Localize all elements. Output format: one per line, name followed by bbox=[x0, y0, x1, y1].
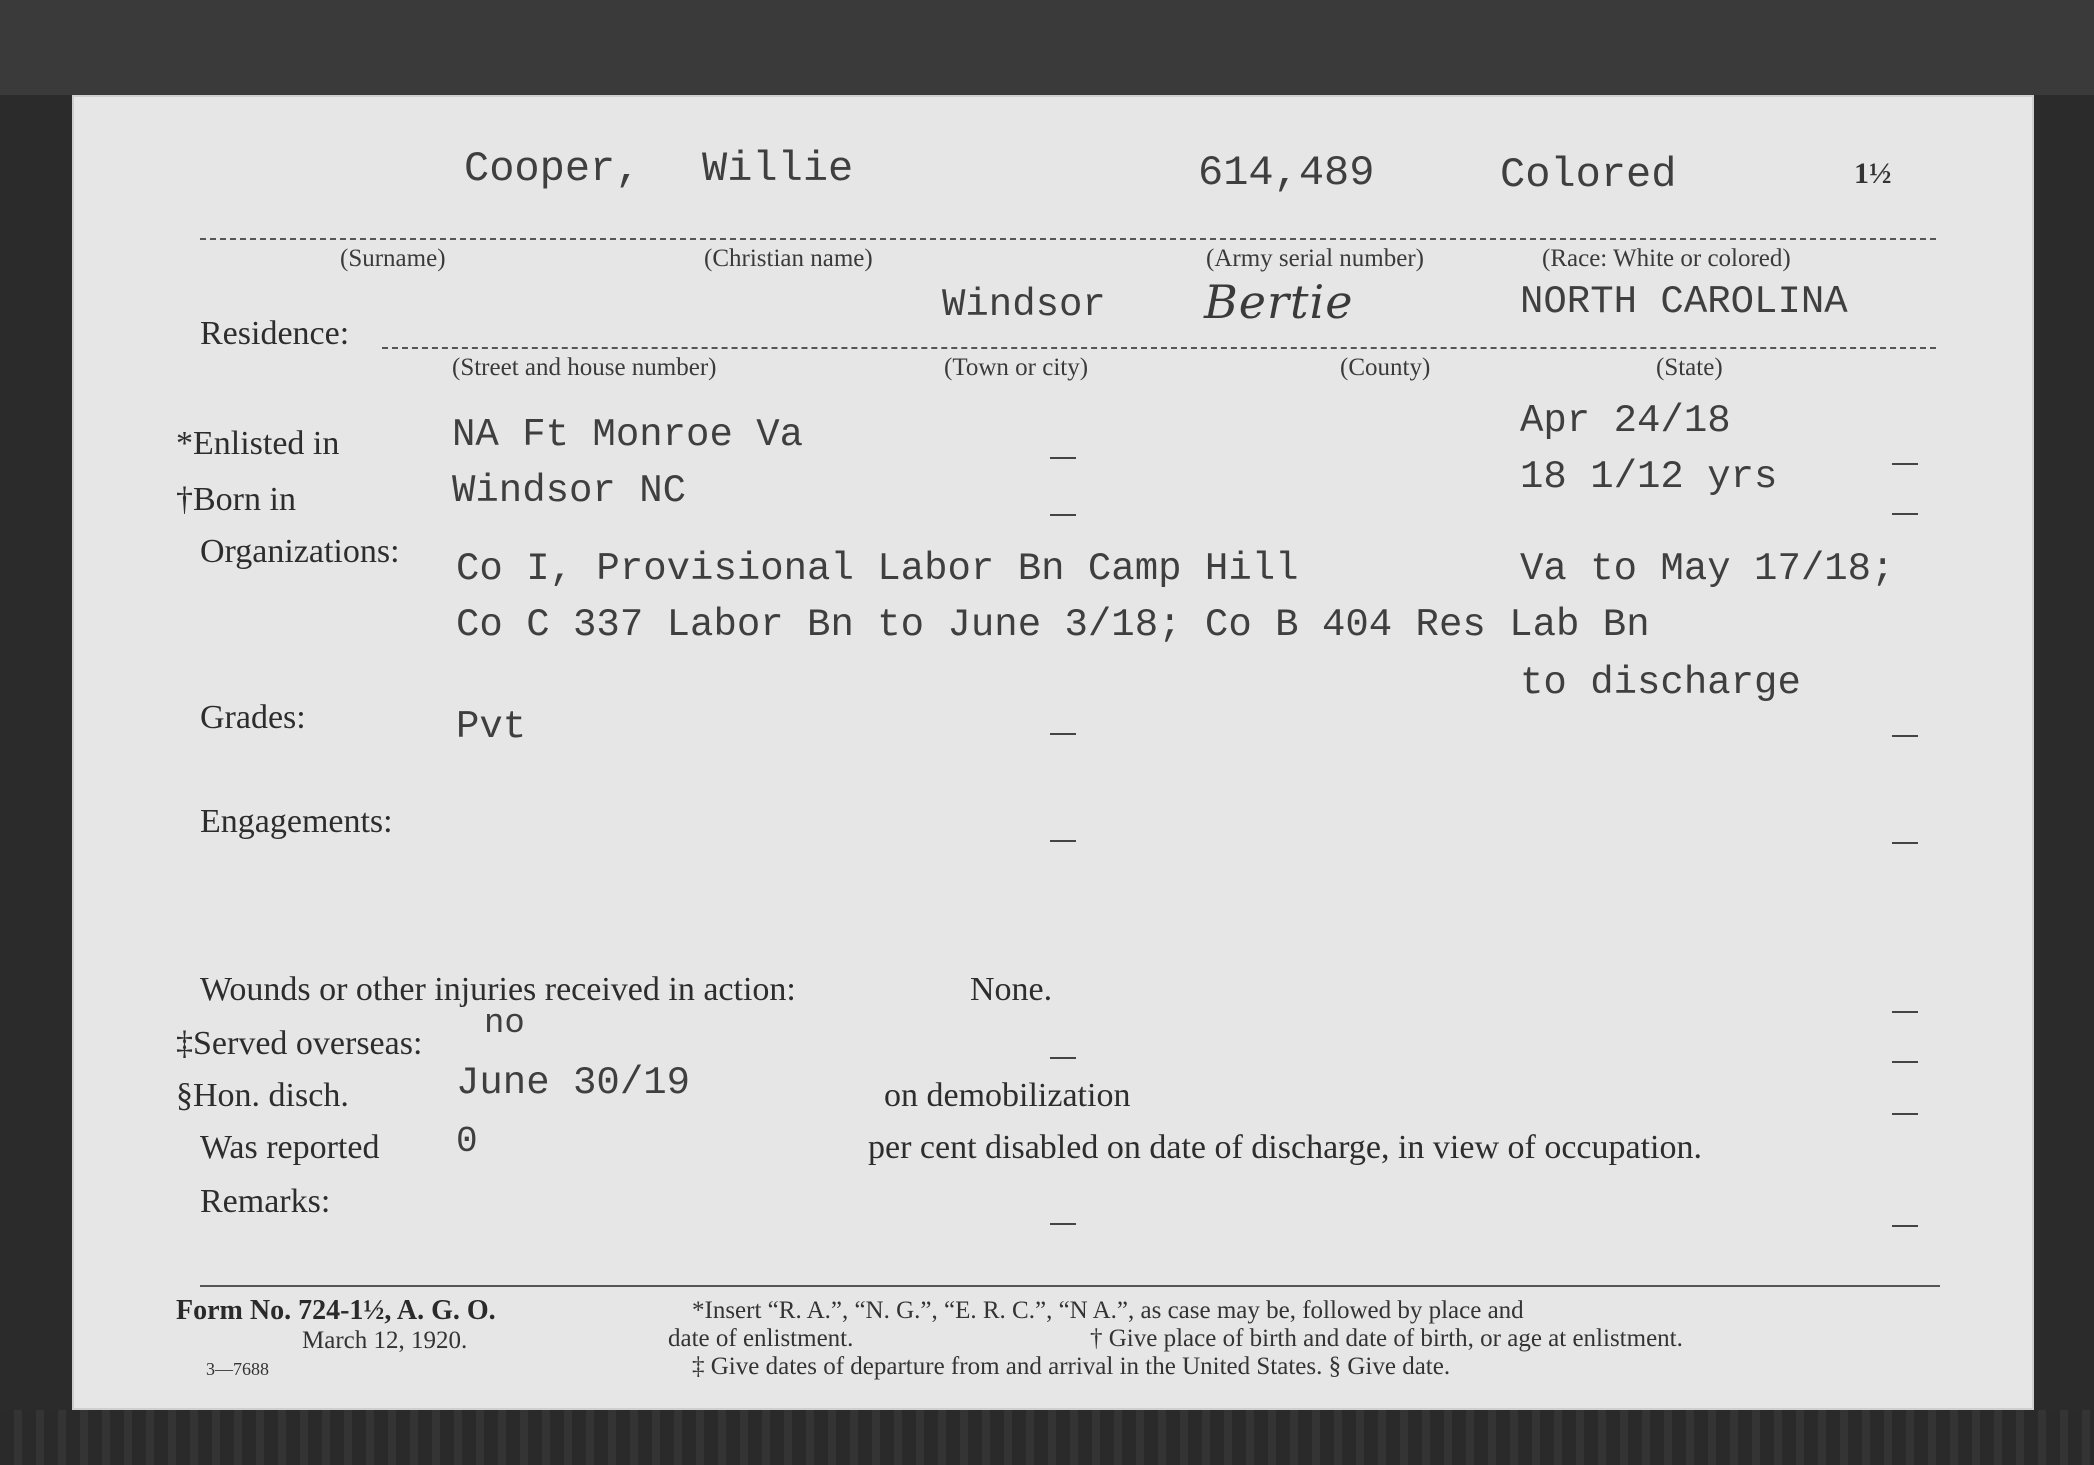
born-mark-right-2 bbox=[1892, 513, 1918, 515]
born-label: †Born in bbox=[176, 481, 296, 518]
race-value: Colored bbox=[1500, 151, 1677, 199]
christian-name-caption: (Christian name) bbox=[704, 245, 873, 272]
enlisted-label: *Enlisted in bbox=[176, 425, 340, 462]
discharge-mark-right bbox=[1892, 1113, 1918, 1115]
footnote-enlisted: *Insert “R. A.”, “N. G.”, “E. R. C.”, “N A.”, as case may be, followed by place and bbox=[692, 1297, 1524, 1324]
organizations-line-1-right: Va to May 17/18; bbox=[1520, 547, 1895, 591]
born-mark-right-1 bbox=[1892, 463, 1918, 465]
race-caption: (Race: White or colored) bbox=[1542, 245, 1791, 272]
scanner-background-top bbox=[0, 0, 2094, 95]
wounds-mark-right bbox=[1892, 1011, 1918, 1013]
footnote-enlisted-cont: date of enlistment. bbox=[668, 1325, 854, 1352]
wounds-value: None. bbox=[970, 971, 1053, 1008]
header-rule bbox=[200, 238, 1936, 240]
discharge-reason: on demobilization bbox=[884, 1077, 1131, 1114]
born-age: 18 1/12 yrs bbox=[1520, 455, 1778, 499]
enlisted-place: NA Ft Monroe Va bbox=[452, 413, 804, 457]
engagements-mark-right bbox=[1892, 842, 1918, 844]
residence-state: NORTH CAROLINA bbox=[1520, 280, 1848, 324]
overseas-mark-right bbox=[1892, 1061, 1918, 1063]
footnote-overseas: ‡ Give dates of departure from and arrival in the United States. § Give date. bbox=[692, 1353, 1451, 1380]
surname-value: Cooper, bbox=[464, 145, 641, 193]
town-caption: (Town or city) bbox=[944, 354, 1089, 381]
engagements-label: Engagements: bbox=[200, 803, 393, 840]
residence-rule bbox=[382, 347, 1936, 349]
grades-mark-right bbox=[1892, 735, 1918, 737]
overseas-value: no bbox=[484, 1005, 525, 1043]
residence-county-handwritten: Bertie bbox=[1204, 275, 1354, 329]
street-caption: (Street and house number) bbox=[452, 354, 717, 381]
grades-mark bbox=[1050, 733, 1076, 735]
footnote-born: † Give place of birth and date of birth, or age at enlistment. bbox=[1090, 1325, 1683, 1352]
form-date: March 12, 1920. bbox=[302, 1327, 468, 1354]
born-mark bbox=[1050, 514, 1076, 516]
card-mark: 1½ bbox=[1854, 157, 1892, 190]
organizations-line-2: Co C 337 Labor Bn to June 3/18; Co B 404 Res Lab Bn bbox=[456, 603, 1650, 647]
remarks-mark-right bbox=[1892, 1225, 1918, 1227]
county-caption: (County) bbox=[1340, 354, 1431, 381]
footer-rule bbox=[200, 1285, 1940, 1287]
organizations-line-3: to discharge bbox=[1520, 661, 1801, 705]
discharge-date: June 30/19 bbox=[456, 1061, 691, 1105]
christian-name-value: Willie bbox=[702, 145, 854, 193]
wounds-label: Wounds or other injuries received in action: bbox=[200, 971, 796, 1008]
enlisted-mark bbox=[1050, 457, 1076, 459]
grades-value: Pvt bbox=[456, 705, 527, 749]
service-record-card bbox=[72, 95, 2034, 1410]
enlisted-date: Apr 24/18 bbox=[1520, 399, 1731, 443]
remarks-mark bbox=[1050, 1223, 1076, 1225]
organizations-label: Organizations: bbox=[200, 533, 400, 570]
residence-label: Residence: bbox=[200, 315, 350, 352]
overseas-mark bbox=[1050, 1057, 1076, 1059]
engagements-mark bbox=[1050, 840, 1076, 842]
residence-town: Windsor bbox=[942, 283, 1106, 327]
scanner-background-bottom bbox=[0, 1410, 2094, 1465]
serial-number-value: 614,489 bbox=[1198, 149, 1375, 197]
overseas-label: ‡Served overseas: bbox=[176, 1025, 423, 1062]
reported-label: Was reported bbox=[200, 1129, 380, 1166]
surname-caption: (Surname) bbox=[340, 245, 446, 272]
discharge-label: §Hon. disch. bbox=[176, 1077, 349, 1114]
reported-text: per cent disabled on date of discharge, in view of occupation. bbox=[868, 1129, 1702, 1166]
reported-value: 0 bbox=[456, 1121, 478, 1162]
born-place: Windsor NC bbox=[452, 469, 687, 513]
serial-caption: (Army serial number) bbox=[1206, 245, 1424, 272]
remarks-label: Remarks: bbox=[200, 1183, 331, 1220]
state-caption: (State) bbox=[1656, 354, 1723, 381]
form-number: Form No. 724-1½, A. G. O. bbox=[176, 1295, 496, 1326]
grades-label: Grades: bbox=[200, 699, 306, 736]
print-code: 3—7688 bbox=[206, 1359, 269, 1379]
organizations-line-1: Co I, Provisional Labor Bn Camp Hill bbox=[456, 547, 1299, 591]
